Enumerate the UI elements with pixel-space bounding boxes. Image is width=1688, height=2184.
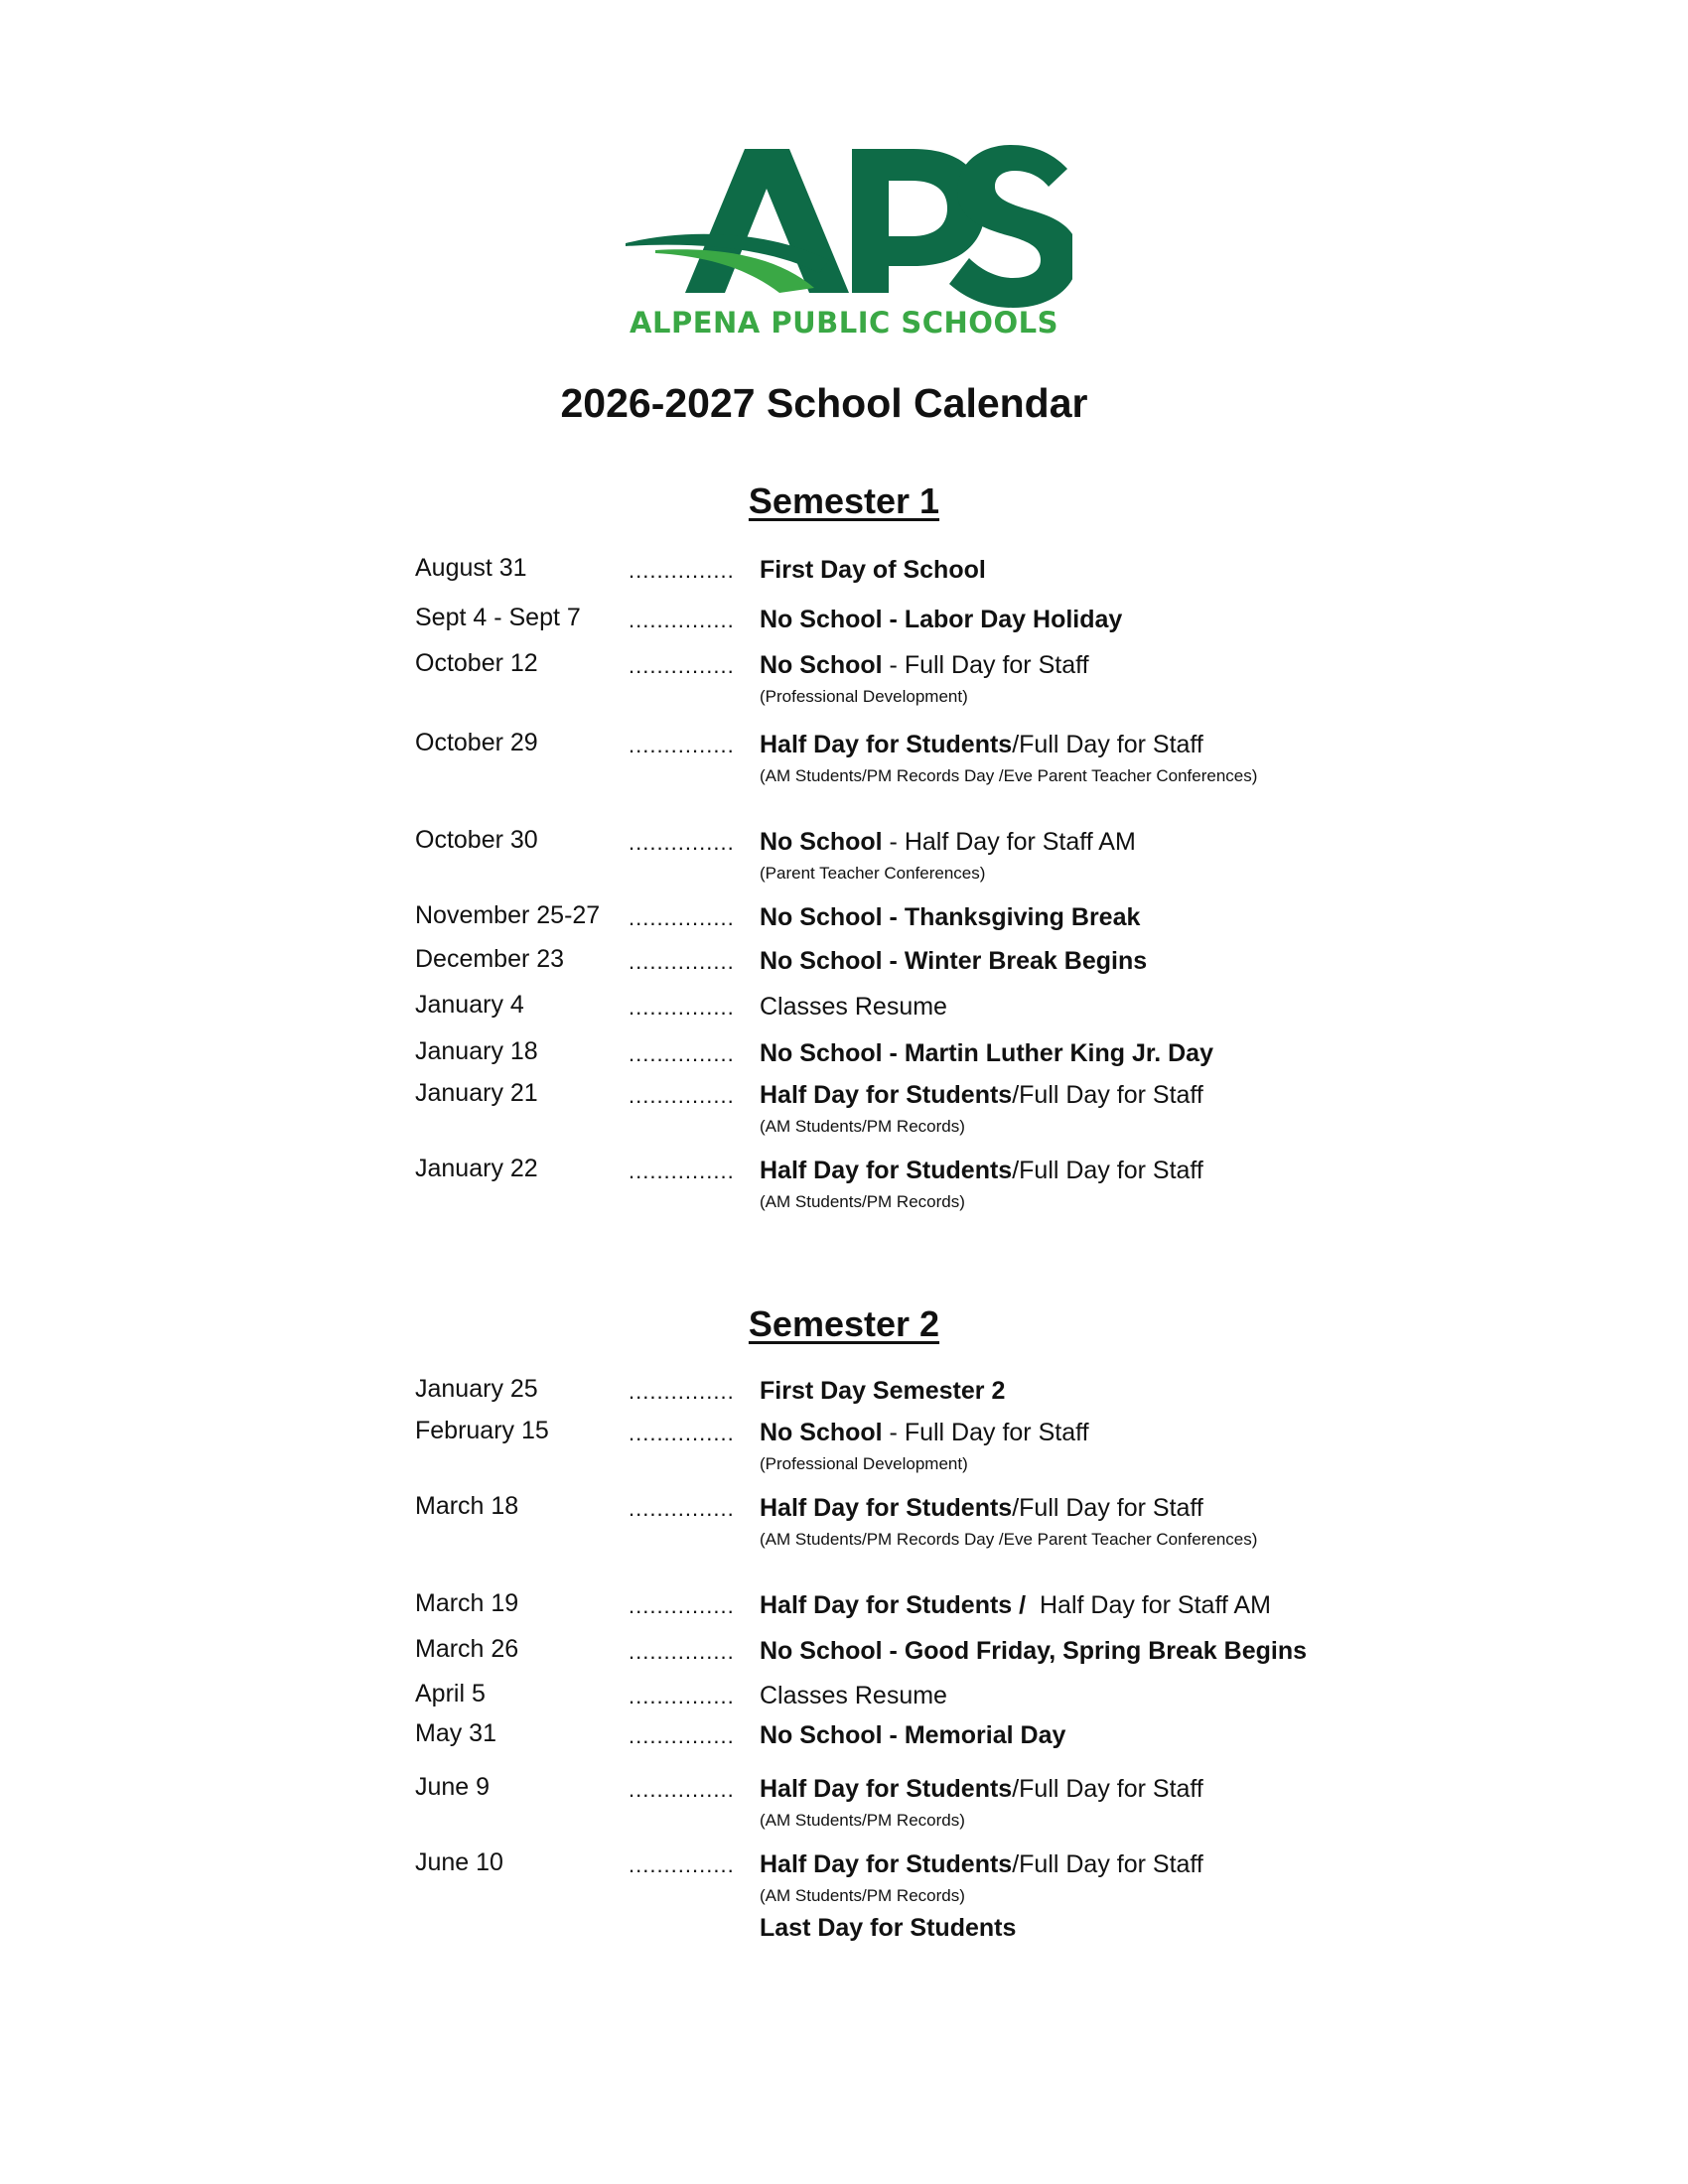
leader-dots: ...............	[629, 1041, 735, 1066]
entry-text: - Full Day for Staff	[882, 1419, 1089, 1446]
entry-bold-text: Half Day for Students	[760, 1081, 1013, 1109]
entry-date: December 23	[415, 945, 565, 973]
entry-note: (AM Students/PM Records)	[760, 1811, 965, 1830]
entry-description	[760, 1079, 1316, 1139]
entry-date: May 31	[415, 1719, 496, 1747]
entry-date: June 9	[415, 1773, 491, 1801]
entry-note: (Parent Teacher Conferences)	[760, 864, 986, 883]
entry-description	[760, 1155, 1316, 1214]
entry-date: August 31	[415, 554, 527, 582]
entry-bold-text: Half Day for Students	[760, 1775, 1013, 1803]
entry-text: /Full Day for Staff	[1012, 1494, 1203, 1522]
entry-date: March 26	[415, 1635, 519, 1663]
entry-bold-text: No School - Thanksgiving Break	[760, 903, 1141, 931]
entry-description	[760, 1680, 1316, 1711]
leader-dots: ...............	[629, 558, 735, 583]
logo-school-name: ALPENA PUBLIC SCHOOLS	[630, 306, 1058, 340]
entry-text: /Full Day for Staff	[1012, 1850, 1203, 1878]
leader-dots: ...............	[629, 1159, 735, 1183]
entry-note: (AM Students/PM Records Day /Eve Parent Teacher Conferences)	[760, 1530, 1258, 1549]
entry-bold-text: First Day of School	[760, 556, 986, 584]
page-title: 2026-2027 School Calendar	[560, 380, 1088, 426]
entry-description	[760, 604, 1316, 635]
leader-dots: ...............	[629, 1684, 735, 1708]
leader-dots: ...............	[629, 1723, 735, 1748]
entry-date: January 18	[415, 1037, 538, 1065]
entry-bold-text: No School - Labor Day Holiday	[760, 606, 1123, 633]
entry-description	[760, 554, 1316, 586]
entry-note: (Professional Development)	[760, 1454, 968, 1473]
entry-date: January 22	[415, 1155, 538, 1182]
entry-date: November 25-27	[415, 901, 601, 929]
leader-dots: ...............	[629, 1083, 735, 1108]
entry-bold-text: No School - Martin Luther King Jr. Day	[760, 1039, 1213, 1067]
entry-date: October 30	[415, 826, 538, 854]
entry-date: Sept 4 - Sept 7	[415, 604, 581, 631]
entry-bold-text: No School	[760, 651, 883, 679]
entry-date: October 12	[415, 649, 538, 677]
entry-bold-text: No School - Winter Break Begins	[760, 947, 1148, 975]
leader-dots: ...............	[629, 830, 735, 855]
aps-logo	[616, 139, 1072, 347]
entry-note: (AM Students/PM Records)	[760, 1886, 965, 1905]
leader-dots: ...............	[629, 995, 735, 1020]
entry-bold-text: Half Day for Students	[760, 1157, 1013, 1184]
entry-description	[760, 1492, 1316, 1552]
entry-bold-text: Half Day for Students	[760, 1494, 1013, 1522]
entry-description	[760, 945, 1316, 977]
entry-bold-text: No School	[760, 828, 883, 856]
entry-description	[760, 649, 1316, 709]
entry-bold-text: Half Day for Students	[760, 1850, 1013, 1878]
entry-description	[760, 1589, 1514, 1621]
entry-note: (AM Students/PM Records Day /Eve Parent Teacher Conferences)	[760, 766, 1258, 785]
entry-description	[760, 1848, 1316, 1944]
semester-1-heading: Semester 1	[748, 480, 940, 521]
leader-dots: ...............	[629, 733, 735, 757]
entry-date: January 25	[415, 1375, 538, 1403]
leader-dots: ...............	[629, 1852, 735, 1877]
entry-bold-text: No School	[760, 1419, 883, 1446]
entry-description	[760, 991, 1316, 1023]
entry-date: October 29	[415, 729, 538, 756]
entry-bold-text: First Day Semester 2	[760, 1377, 1006, 1405]
entry-text: - Half Day for Staff AM	[882, 828, 1136, 856]
entry-date: February 15	[415, 1417, 549, 1444]
entry-description	[760, 1719, 1316, 1751]
leader-dots: ...............	[629, 1379, 735, 1404]
leader-dots: ...............	[629, 949, 735, 974]
entry-date: June 10	[415, 1848, 503, 1876]
aps-logo-mark	[616, 139, 1072, 308]
leader-dots: ...............	[629, 653, 735, 678]
entry-description	[760, 1773, 1316, 1833]
entry-note: (AM Students/PM Records)	[760, 1117, 965, 1136]
entry-description	[760, 1375, 1316, 1407]
leader-dots: ...............	[629, 1593, 735, 1618]
entry-date: April 5	[415, 1680, 486, 1707]
entry-text: Classes Resume	[760, 1682, 947, 1709]
entry-date: March 18	[415, 1492, 519, 1520]
entry-date: March 19	[415, 1589, 519, 1617]
leader-dots: ...............	[629, 1421, 735, 1445]
entry-text: - Full Day for Staff	[882, 651, 1089, 679]
entry-description	[760, 1635, 1514, 1667]
entry-bold-text: Half Day for Students	[760, 731, 1013, 758]
entry-description	[760, 826, 1316, 886]
entry-text: Half Day for Staff AM	[1026, 1591, 1271, 1619]
entry-date: January 21	[415, 1079, 538, 1107]
entry-bold-text: No School - Good Friday, Spring Break Begins	[760, 1637, 1307, 1665]
entry-text: /Full Day for Staff	[1012, 1081, 1203, 1109]
entry-description	[760, 1037, 1316, 1069]
entry-note: (AM Students/PM Records)	[760, 1192, 965, 1211]
entry-description	[760, 901, 1316, 933]
semester-2-heading: Semester 2	[748, 1303, 940, 1344]
entry-description	[760, 729, 1316, 788]
entry-text: Classes Resume	[760, 993, 947, 1021]
leader-dots: ...............	[629, 1496, 735, 1521]
leader-dots: ...............	[629, 1777, 735, 1802]
leader-dots: ...............	[629, 608, 735, 632]
entry-text: /Full Day for Staff	[1012, 1775, 1203, 1803]
entry-description	[760, 1417, 1316, 1476]
entry-text: /Full Day for Staff	[1012, 1157, 1203, 1184]
entry-date: January 4	[415, 991, 524, 1019]
entry-text: /Full Day for Staff	[1012, 731, 1203, 758]
leader-dots: ...............	[629, 1639, 735, 1664]
entry-bold-text: Half Day for Students /	[760, 1591, 1027, 1619]
entry-note: (Professional Development)	[760, 687, 968, 706]
leader-dots: ...............	[629, 905, 735, 930]
entry-bold-text: No School - Memorial Day	[760, 1721, 1066, 1749]
entry-extra: Last Day for Students	[760, 1914, 1017, 1942]
